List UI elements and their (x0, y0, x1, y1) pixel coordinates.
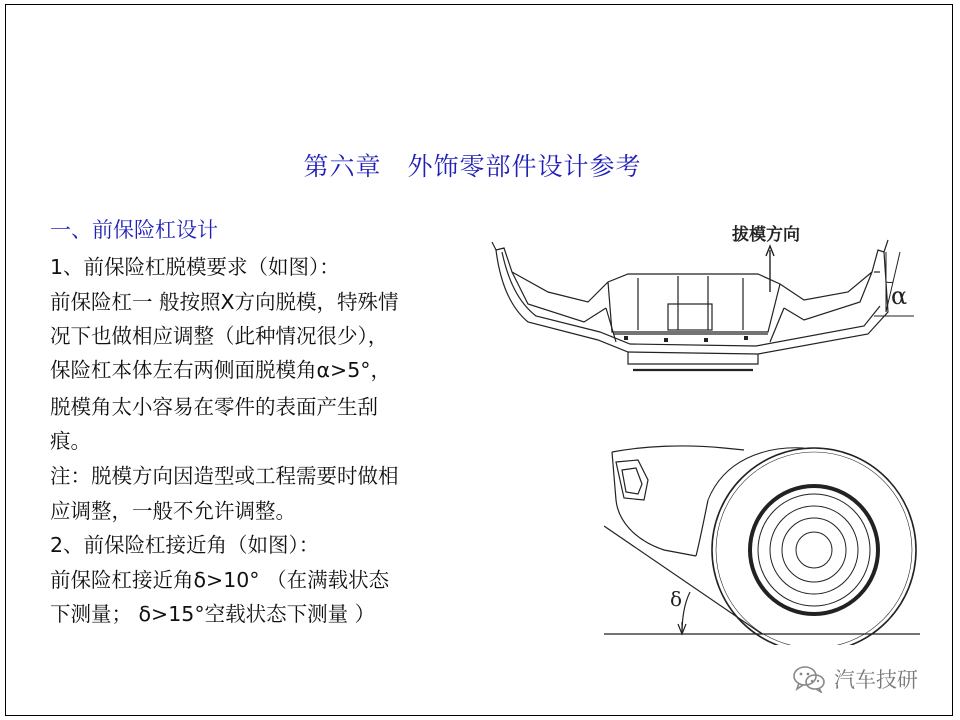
draft-direction-label: 拔模方向 (732, 225, 800, 245)
body-line: 1、前保险杠脱模要求（如图）： (50, 255, 340, 279)
watermark-text: 汽车技研 (834, 668, 918, 692)
watermark (792, 664, 918, 694)
body-line: 痕。 (50, 429, 91, 453)
body-line: 保险杠本体左右两侧面脱模角α>5°， (50, 358, 391, 382)
bumper-draft-figure (488, 212, 920, 392)
body-line: 前保险杠接近角δ>10° （在满载状态 (50, 568, 390, 592)
body-line: 脱模角太小容易在零件的表面产生刮 (50, 395, 378, 419)
body-line: 况下也做相应调整（此种情况很少）， (50, 324, 389, 348)
page-title: 第六章 外饰零部件设计参考 (303, 152, 642, 181)
approach-angle-figure (604, 440, 920, 645)
delta-angle-label: δ (670, 587, 683, 611)
body-line: 应调整，一般不允许调整。 (50, 499, 296, 523)
body-line: 注：脱模方向因造型或工程需要时做相 (50, 464, 399, 488)
alpha-angle-label: α (891, 282, 908, 310)
body-line: 前保险杠一 般按照X方向脱模，特殊情 (50, 290, 399, 314)
body-line: 下测量； δ>15°空载状态下测量 ） (50, 602, 376, 626)
section-heading: 一、前保险杠设计 (50, 218, 218, 242)
wechat-icon (792, 665, 826, 693)
body-line: 2、前保险杠接近角（如图）： (50, 533, 320, 557)
